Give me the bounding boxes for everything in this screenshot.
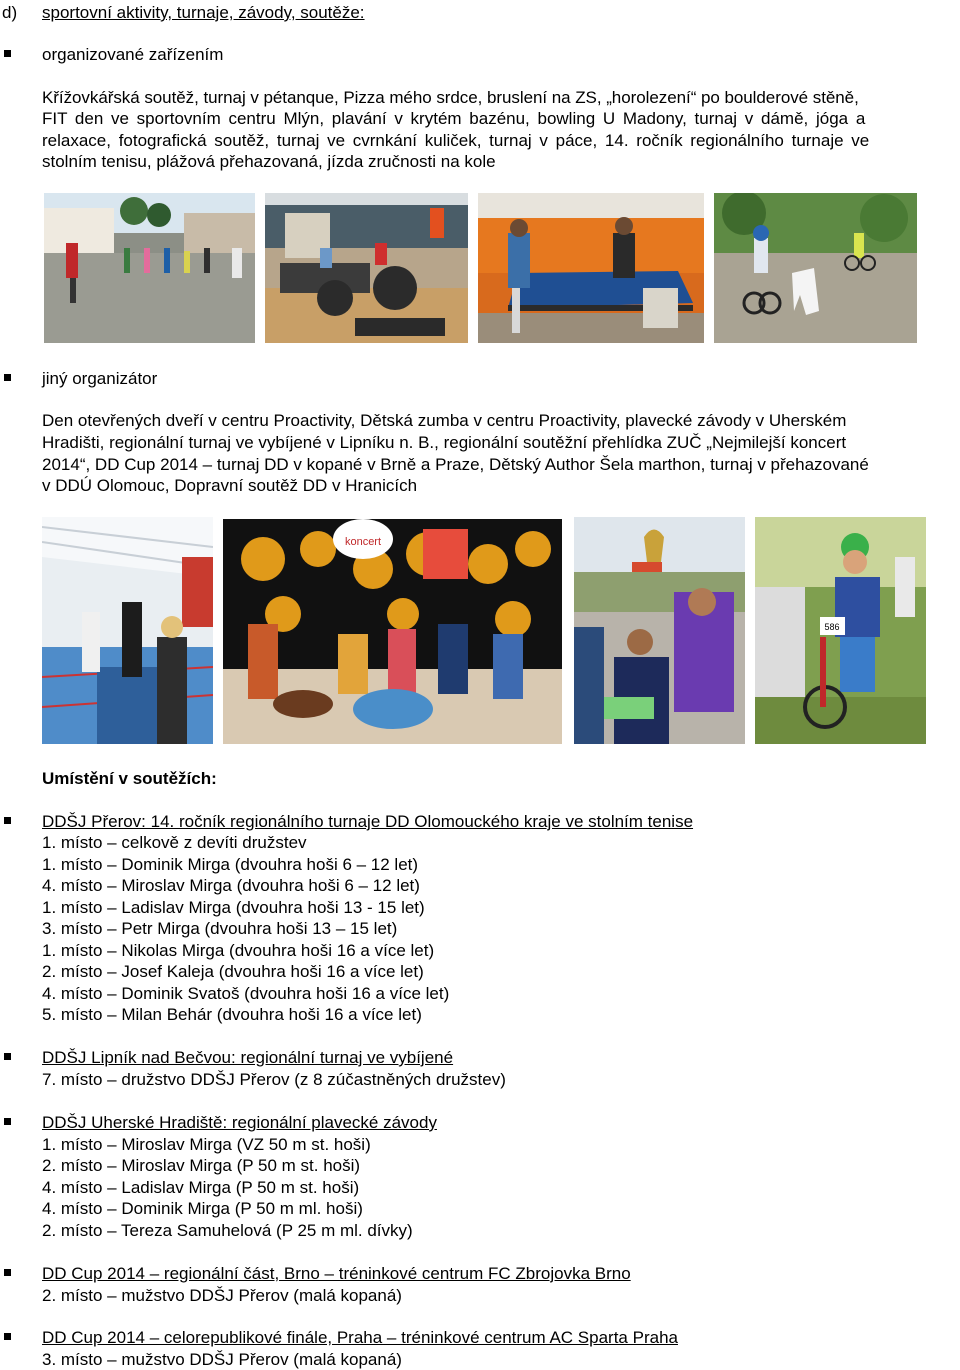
result-block-title: DDŠJ Uherské Hradiště: regionální plavecké závody <box>42 1113 437 1132</box>
swimming-photo <box>42 517 213 744</box>
svg-text:586: 586 <box>824 622 840 632</box>
bullet-icon <box>4 1269 11 1276</box>
result-item: 7. místo – družstvo DDŠJ Přerov (z 8 zúčastněných družstev) <box>42 1070 506 1089</box>
result-item: 2. místo – Miroslav Mirga (P 50 m st. hoši) <box>42 1156 361 1175</box>
bike-skills-photo <box>714 193 917 343</box>
result-item: 2. místo – Tereza Samuhelová (P 25 m ml. dívky) <box>42 1221 413 1240</box>
paragraph-line: stolním tenisu, plážová přehazovaná, jízda zručnosti na kole <box>42 152 496 171</box>
result-item: 1. místo – Dominik Mirga (dvouhra hoši 6 – 12 let) <box>42 855 419 874</box>
section1-label: organizované zařízením <box>42 45 224 64</box>
table-tennis-photo <box>478 193 704 343</box>
bike-child-photo <box>755 517 926 744</box>
result-item: 1. místo – Nikolas Mirga (dvouhra hoši 16 a více let) <box>42 941 435 960</box>
paragraph-line: 2014“, DD Cup 2014 – turnaj DD v kopané v Brně a Praze, Dětský Author Šela marthon, turnaj v přehazované <box>42 455 869 474</box>
paragraph-line: v DDÚ Olomouc, Dopravní soutěž DD v Hranicích <box>42 476 418 495</box>
result-block-title: DDŠJ Přerov: 14. ročník regionálního turnaje DD Olomouckého kraje ve stolním tenise <box>42 812 694 831</box>
result-item: 3. místo – mužstvo DDŠJ Přerov (malá kopaná) <box>42 1350 402 1369</box>
bullet-icon <box>4 817 11 824</box>
paragraph-line: Hradišti, regionální turnaj ve vybíjené v Lipníku n. B., regionální soutěžní přehlídka ZUČ „Nejmilejší koncert <box>42 433 847 452</box>
petanque-photo <box>44 193 255 343</box>
result-item: 4. místo – Miroslav Mirga (dvouhra hoši 6 – 12 let) <box>42 876 420 895</box>
results-title: Umístění v soutěžích: <box>42 769 217 788</box>
result-item: 4. místo – Dominik Svatoš (dvouhra hoši 16 a více let) <box>42 984 450 1003</box>
result-item: 2. místo – mužstvo DDŠJ Přerov (malá kopaná) <box>42 1286 402 1305</box>
section-marker: d) <box>2 3 18 22</box>
result-item: 4. místo – Ladislav Mirga (P 50 m st. hoši) <box>42 1178 360 1197</box>
svg-text:koncert: koncert <box>344 536 382 548</box>
result-block-title: DDŠJ Lipník nad Bečvou: regionální turnaj ve vybíjené <box>42 1048 454 1067</box>
paragraph-line: Křížovkářská soutěž, turnaj v pétanque, Pizza mého srdce, bruslení na ZS, „horolezení“ po boulderové stěně, <box>42 88 859 107</box>
paragraph-line: relaxace, fotografická soutěž, turnaj ve cvrnkání kuliček, turnaj v páce, 14. ročník regionálního turnaje ve <box>42 131 870 150</box>
result-block-title: DD Cup 2014 – regionální část, Brno – tréninkové centrum FC Zbrojovka Brno <box>42 1264 631 1283</box>
section2-label: jiný organizátor <box>42 369 158 388</box>
bullet-icon <box>4 1053 11 1060</box>
result-item: 5. místo – Milan Behár (dvouhra hoši 16 a více let) <box>42 1005 422 1024</box>
result-block-title: DD Cup 2014 – celorepublikové finále, Praha – tréninkové centrum AC Sparta Praha <box>42 1328 678 1347</box>
result-item: 4. místo – Dominik Mirga (P 50 m ml. hoši) <box>42 1199 363 1218</box>
bullet-icon <box>4 374 11 381</box>
paragraph-line: Den otevřených dveří v centru Proactivity, Dětská zumba v centru Proactivity, plavecké závody v Uherském <box>42 411 847 430</box>
concert-photo <box>223 519 562 744</box>
result-item: 3. místo – Petr Mirga (dvouhra hoši 13 – 15 let) <box>42 919 398 938</box>
result-item: 2. místo – Josef Kaleja (dvouhra hoši 16 a více let) <box>42 962 424 981</box>
section-title: sportovní aktivity, turnaje, závody, soutěže: <box>42 3 365 22</box>
bullet-icon <box>4 1333 11 1340</box>
result-item: 1. místo – celkově z devíti družstev <box>42 833 307 852</box>
fitness-photo <box>265 193 468 343</box>
result-item: 1. místo – Ladislav Mirga (dvouhra hoši 13 - 15 let) <box>42 898 425 917</box>
result-item: 1. místo – Miroslav Mirga (VZ 50 m st. hoši) <box>42 1135 371 1154</box>
bullet-icon <box>4 50 11 57</box>
trophy-photo <box>574 517 745 744</box>
paragraph-line: FIT den ve sportovním centru Mlýn, plavání v krytém bazénu, bowling U Madony, turnaj v dámě, jóga a <box>42 109 866 128</box>
bullet-icon <box>4 1118 11 1125</box>
